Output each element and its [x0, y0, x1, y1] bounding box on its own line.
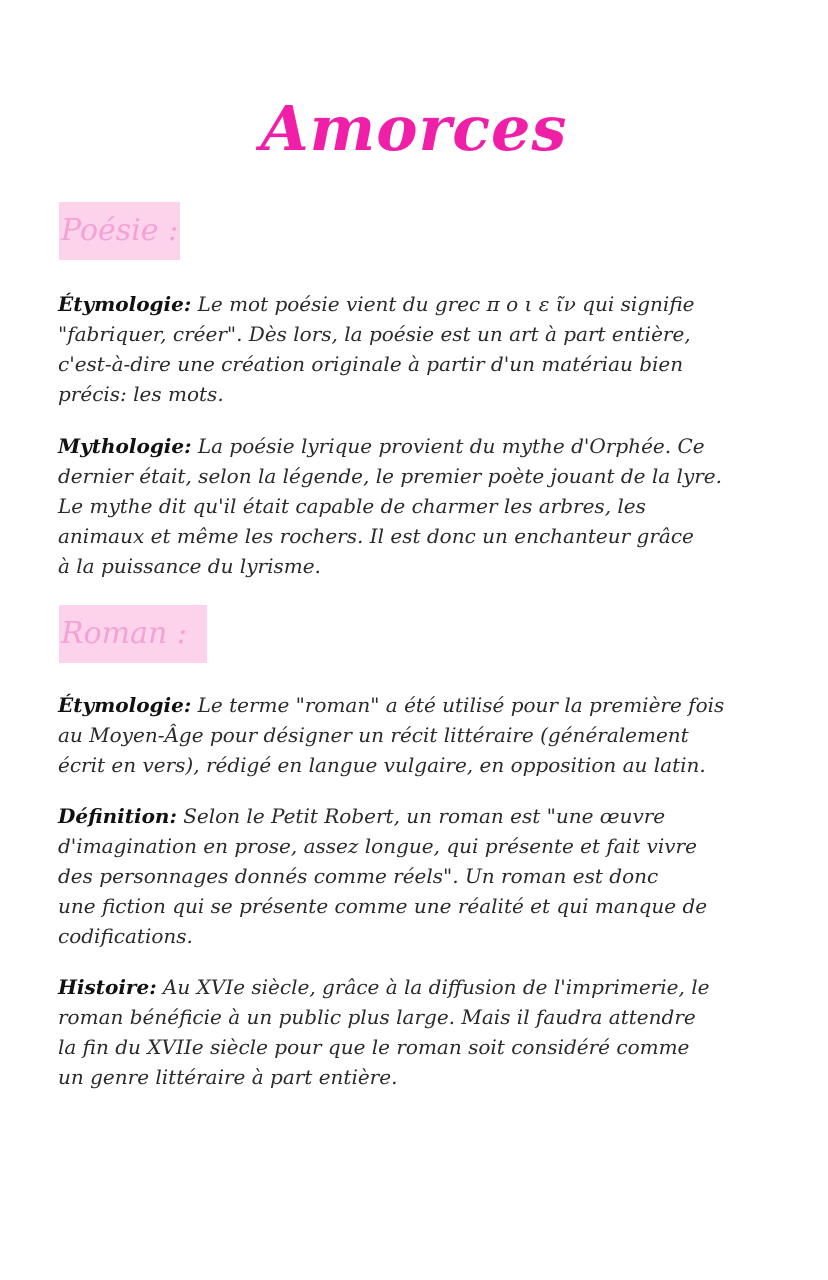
paragraph-line [58, 972, 772, 1002]
paragraph-line: à la puissance du lyrisme. [58, 554, 321, 578]
paragraph-roman-histoire [58, 972, 772, 1092]
paragraph-line: un genre littéraire à part entière. [58, 1065, 398, 1089]
paragraph-text: Au XVIe siècle, grâce à la diffusion de l'imprimerie, le [156, 975, 710, 999]
section-heading-poesie: Poésie : [59, 202, 180, 260]
paragraph-line: codifications. [58, 924, 193, 948]
paragraph-line: dernier était, selon la légende, le premier poète jouant de la lyre. [58, 464, 722, 488]
paragraph-roman-etymologie [58, 690, 772, 780]
paragraph-poesie-etymologie [58, 289, 772, 409]
paragraph-lead: Histoire: [58, 975, 157, 999]
paragraph-line [58, 690, 772, 720]
paragraph-line: roman bénéficie à un public plus large. Mais il faudra attendre [58, 1005, 696, 1029]
paragraph-lead: Définition: [58, 804, 177, 828]
paragraph-line: "fabriquer, créer". Dès lors, la poésie est un art à part entière, [58, 322, 691, 346]
paragraph-line: la fin du XVIIe siècle pour que le roman soit considéré comme [58, 1035, 690, 1059]
paragraph-line: au Moyen-Âge pour désigner un récit littéraire (généralement [58, 723, 689, 747]
paragraph-line [58, 289, 772, 319]
paragraph-line [58, 801, 772, 831]
paragraph-lead: Étymologie: [58, 693, 192, 717]
paragraph-lead: Étymologie: [58, 292, 192, 316]
paragraph-text: Selon le Petit Robert, un roman est "une œuvre [176, 804, 666, 828]
paragraph-line: Le mythe dit qu'il était capable de charmer les arbres, les [58, 494, 646, 518]
paragraph-line: une fiction qui se présente comme une réalité et qui manque de [58, 894, 708, 918]
paragraph-line: c'est-à-dire une création originale à partir d'un matériau bien [58, 352, 684, 376]
paragraph-line: écrit en vers), rédigé en langue vulgaire, en opposition au latin. [58, 753, 706, 777]
paragraph-poesie-mythologie [58, 431, 772, 581]
paragraph-line: d'imagination en prose, assez longue, qui présente et fait vivre [58, 834, 697, 858]
paragraph-lead: Mythologie: [58, 434, 192, 458]
paragraph-text: Le terme "roman" a été utilisé pour la première fois [191, 693, 725, 717]
paragraph-line: précis: les mots. [58, 382, 224, 406]
paragraph-text: Le mot poésie vient du grec π ο ι ε ῖν qui signifie [191, 292, 695, 316]
paragraph-roman-definition [58, 801, 772, 951]
paragraph-text: La poésie lyrique provient du mythe d'Orphée. Ce [191, 434, 705, 458]
paragraph-line [58, 431, 772, 461]
section-heading-roman: Roman : [59, 605, 207, 663]
paragraph-line: des personnages donnés comme réels". Un roman est donc [58, 864, 659, 888]
page-title: Amorces [260, 92, 568, 165]
paragraph-line: animaux et même les rochers. Il est donc un enchanteur grâce [58, 524, 694, 548]
